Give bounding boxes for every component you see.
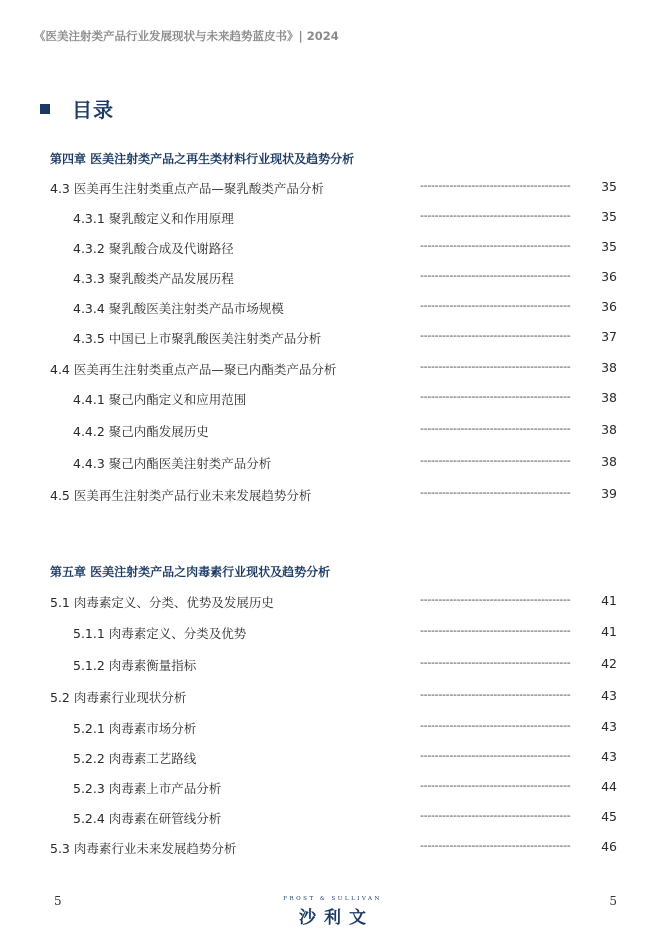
toc-page-number: 36 xyxy=(601,269,617,284)
chapter-title: 第四章 医美注射类产品之再生类材料行业现状及趋势分析 xyxy=(50,152,355,166)
toc-page-number: 45 xyxy=(601,809,617,824)
toc-page-number: 38 xyxy=(601,422,617,437)
toc-leader: ----------------------------------------- xyxy=(420,329,571,342)
toc-entry[interactable] xyxy=(0,779,665,797)
page-number-left: 5 xyxy=(54,894,62,908)
toc-title: 目录 xyxy=(72,98,114,122)
toc-entry-label: 4.4.1 聚己内酯定义和应用范围 xyxy=(73,392,247,407)
toc-entry[interactable] xyxy=(0,839,665,857)
toc-leader: ----------------------------------------- xyxy=(420,779,571,792)
toc-leader: ----------------------------------------- xyxy=(420,593,571,606)
toc-entry-label: 4.3.4 聚乳酸医美注射类产品市场规模 xyxy=(73,301,284,316)
toc-leader: ----------------------------------------- xyxy=(420,809,571,822)
toc-entry[interactable] xyxy=(0,454,665,472)
toc-leader: ----------------------------------------- xyxy=(420,749,571,762)
toc-entry-label: 5.2.3 肉毒素上市产品分析 xyxy=(73,781,222,796)
toc-entry[interactable] xyxy=(0,269,665,287)
toc-entry-label: 5.2.2 肉毒素工艺路线 xyxy=(73,751,197,766)
toc-entry[interactable] xyxy=(0,239,665,257)
toc-entry-label: 4.3.1 聚乳酸定义和作用原理 xyxy=(73,211,234,226)
chapter-title: 第五章 医美注射类产品之肉毒素行业现状及趋势分析 xyxy=(50,565,331,579)
toc-page-number: 43 xyxy=(601,688,617,703)
toc-entry[interactable] xyxy=(0,624,665,642)
toc-entry[interactable] xyxy=(0,809,665,827)
toc-page-number: 38 xyxy=(601,454,617,469)
toc-page-number: 37 xyxy=(601,329,617,344)
toc-entry[interactable] xyxy=(0,299,665,317)
toc-leader: ----------------------------------------- xyxy=(420,454,571,467)
toc-entry[interactable] xyxy=(0,593,665,611)
toc-page-number: 38 xyxy=(601,360,617,375)
toc-entry[interactable] xyxy=(0,329,665,347)
toc-leader: ----------------------------------------- xyxy=(420,719,571,732)
toc-page-number: 43 xyxy=(601,749,617,764)
toc-page-number: 39 xyxy=(601,486,617,501)
toc-page-number: 44 xyxy=(601,779,617,794)
toc-entry-label: 5.1 肉毒素定义、分类、优势及发展历史 xyxy=(50,595,274,610)
toc-page-number: 43 xyxy=(601,719,617,734)
square-bullet-icon xyxy=(40,104,50,114)
toc-leader: ----------------------------------------- xyxy=(420,624,571,637)
toc-leader: ----------------------------------------- xyxy=(420,269,571,282)
toc-leader: ----------------------------------------- xyxy=(420,839,571,852)
toc-page-number: 41 xyxy=(601,593,617,608)
toc-entry-label: 4.5 医美再生注射类产品行业未来发展趋势分析 xyxy=(50,488,312,503)
toc-entry[interactable] xyxy=(0,749,665,767)
toc-leader: ----------------------------------------- xyxy=(420,656,571,669)
toc-entry-label: 5.2.1 肉毒素市场分析 xyxy=(73,721,197,736)
toc-leader: ----------------------------------------- xyxy=(420,688,571,701)
logo-chinese-text: 沙利文 xyxy=(299,908,374,928)
toc-page-number: 35 xyxy=(601,239,617,254)
toc-entry[interactable] xyxy=(0,688,665,706)
toc-leader: ----------------------------------------- xyxy=(420,209,571,222)
toc-heading xyxy=(40,94,114,123)
toc-entry[interactable] xyxy=(0,179,665,197)
toc-page-number: 41 xyxy=(601,624,617,639)
frost-sullivan-logo xyxy=(0,896,665,928)
toc-entry-label: 4.3.5 中国已上市聚乳酸医美注射类产品分析 xyxy=(73,331,322,346)
toc-entry-label: 4.3 医美再生注射类重点产品—聚乳酸类产品分析 xyxy=(50,181,324,196)
logo-english-text: FROST & SULLIVAN xyxy=(283,896,382,902)
toc-leader: ----------------------------------------- xyxy=(420,422,571,435)
toc-page-number: 35 xyxy=(601,209,617,224)
toc-leader: ----------------------------------------- xyxy=(420,239,571,252)
toc-page-number: 46 xyxy=(601,839,617,854)
toc-entry[interactable] xyxy=(0,390,665,408)
toc-entry-label: 4.3.3 聚乳酸类产品发展历程 xyxy=(73,271,234,286)
toc-entry[interactable] xyxy=(0,360,665,378)
toc-entry-label: 5.1.1 肉毒素定义、分类及优势 xyxy=(73,626,247,641)
toc-page-number: 42 xyxy=(601,656,617,671)
toc-entry[interactable] xyxy=(0,719,665,737)
page-number-right: 5 xyxy=(609,894,617,908)
toc-leader: ----------------------------------------- xyxy=(420,486,571,499)
toc-page-number: 36 xyxy=(601,299,617,314)
toc-entry-label: 4.4 医美再生注射类重点产品—聚已内酯类产品分析 xyxy=(50,362,337,377)
toc-leader: ----------------------------------------- xyxy=(420,179,571,192)
toc-leader: ----------------------------------------- xyxy=(420,390,571,403)
toc-entry[interactable] xyxy=(0,422,665,440)
toc-entry[interactable] xyxy=(0,486,665,504)
toc-entry[interactable] xyxy=(0,656,665,674)
toc-entry-label: 5.2.4 肉毒素在研管线分析 xyxy=(73,811,222,826)
toc-leader: ----------------------------------------- xyxy=(420,299,571,312)
toc-page-number: 38 xyxy=(601,390,617,405)
toc-entry-label: 5.2 肉毒素行业现状分析 xyxy=(50,690,187,705)
toc-entry[interactable] xyxy=(0,209,665,227)
toc-entry-label: 5.3 肉毒素行业未来发展趋势分析 xyxy=(50,841,237,856)
toc-entry-label: 4.4.2 聚己内酯发展历史 xyxy=(73,424,209,439)
toc-entry-label: 5.1.2 肉毒素衡量指标 xyxy=(73,658,197,673)
toc-leader: ----------------------------------------- xyxy=(420,360,571,373)
toc-entry-label: 4.4.3 聚己内酯医美注射类产品分析 xyxy=(73,456,272,471)
toc-page-number: 35 xyxy=(601,179,617,194)
toc-entry-label: 4.3.2 聚乳酸合成及代谢路径 xyxy=(73,241,234,256)
document-header: 《医美注射类产品行业发展现状与未来趋势蓝皮书》| 2024 xyxy=(34,29,339,43)
